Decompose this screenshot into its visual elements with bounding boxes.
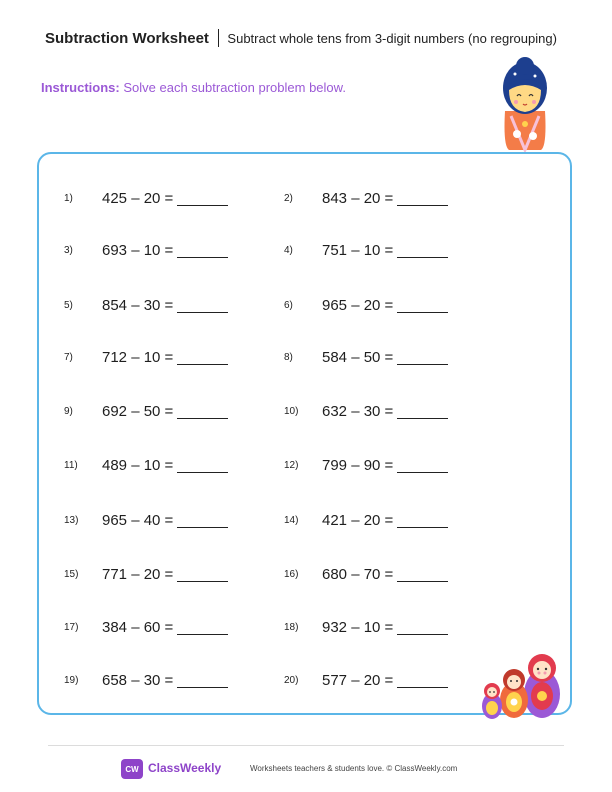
problem-expression: 693 – 10 =: [102, 241, 174, 259]
answer-blank[interactable]: [177, 620, 228, 635]
problem-number: 6): [284, 299, 293, 311]
problem-expression: 843 – 20 =: [322, 189, 394, 207]
problem-number: 5): [64, 299, 73, 311]
problem-number: 8): [284, 351, 293, 363]
problem-expression: 799 – 90 =: [322, 456, 394, 474]
answer-blank[interactable]: [397, 458, 448, 473]
problem-expression: 658 – 30 =: [102, 671, 174, 689]
problem-expression: 965 – 40 =: [102, 511, 174, 529]
problem-number: 12): [284, 459, 299, 471]
matryoshka-dolls-icon: [476, 648, 566, 720]
instructions-label: Instructions:: [41, 80, 120, 95]
problem-16: [284, 564, 448, 584]
answer-blank[interactable]: [397, 513, 448, 528]
problem-expression: 854 – 30 =: [102, 296, 174, 314]
problem-number: 15): [64, 568, 79, 580]
problem-5: [64, 295, 228, 315]
worksheet-header: [45, 28, 557, 48]
footer-divider: [48, 745, 564, 746]
problem-expression: 965 – 20 =: [322, 296, 394, 314]
answer-blank[interactable]: [397, 191, 448, 206]
answer-blank[interactable]: [397, 350, 448, 365]
answer-blank[interactable]: [397, 298, 448, 313]
problem-expression: 932 – 10 =: [322, 618, 394, 636]
problem-expression: 425 – 20 =: [102, 189, 174, 207]
problem-10: [284, 401, 448, 421]
problem-number: 1): [64, 192, 73, 204]
problem-number: 14): [284, 514, 299, 526]
problem-3: [64, 240, 228, 260]
worksheet-title: Subtraction Worksheet: [45, 29, 209, 47]
instructions: [41, 80, 346, 95]
problem-number: 11): [64, 459, 78, 471]
kokeshi-doll-icon: [495, 56, 555, 152]
problem-15: [64, 564, 228, 584]
problem-4: [284, 240, 448, 260]
problem-number: 9): [64, 405, 73, 417]
answer-blank[interactable]: [177, 673, 228, 688]
problem-expression: 577 – 20 =: [322, 671, 394, 689]
footer: [0, 756, 612, 780]
problem-number: 3): [64, 244, 73, 256]
answer-blank[interactable]: [397, 620, 448, 635]
problem-number: 19): [64, 674, 79, 686]
problem-12: [284, 455, 448, 475]
problem-number: 16): [284, 568, 299, 580]
answer-blank[interactable]: [397, 243, 448, 258]
classweekly-logo-icon: CW: [121, 759, 143, 779]
problem-number: 2): [284, 192, 293, 204]
problem-expression: 584 – 50 =: [322, 348, 394, 366]
problem-number: 18): [284, 621, 299, 633]
problem-expression: 489 – 10 =: [102, 456, 174, 474]
problem-expression: 712 – 10 =: [102, 348, 174, 366]
answer-blank[interactable]: [177, 458, 228, 473]
answer-blank[interactable]: [177, 243, 228, 258]
answer-blank[interactable]: [397, 404, 448, 419]
answer-blank[interactable]: [177, 350, 228, 365]
worksheet-subtitle: Subtract whole tens from 3-digit numbers (no regrouping): [227, 30, 557, 46]
problem-number: 7): [64, 351, 73, 363]
answer-blank[interactable]: [177, 298, 228, 313]
problem-number: 4): [284, 244, 293, 256]
problem-7: [64, 347, 228, 367]
answer-blank[interactable]: [397, 567, 448, 582]
problem-20: [284, 670, 448, 690]
problem-19: [64, 670, 228, 690]
answer-blank[interactable]: [177, 404, 228, 419]
problems-panel: [37, 152, 572, 715]
problem-8: [284, 347, 448, 367]
brand-name: ClassWeekly: [148, 761, 222, 775]
problem-expression: 632 – 30 =: [322, 402, 394, 420]
answer-blank[interactable]: [177, 513, 228, 528]
answer-blank[interactable]: [397, 673, 448, 688]
problem-17: [64, 617, 228, 637]
problem-expression: 692 – 50 =: [102, 402, 174, 420]
problem-11: [64, 455, 228, 475]
problem-expression: 421 – 20 =: [322, 511, 394, 529]
problem-number: 20): [284, 674, 299, 686]
problem-expression: 751 – 10 =: [322, 241, 394, 259]
problem-13: [64, 510, 228, 530]
problem-14: [284, 510, 448, 530]
problem-1: [64, 188, 228, 208]
problem-expression: 680 – 70 =: [322, 565, 394, 583]
problem-number: 13): [64, 514, 79, 526]
problem-expression: 771 – 20 =: [102, 565, 174, 583]
problem-9: [64, 401, 228, 421]
footer-tagline: Worksheets teachers & students love. © ClassWeekly.com: [250, 764, 458, 773]
instructions-text: Solve each subtraction problem below.: [123, 80, 346, 95]
header-divider: [218, 29, 220, 47]
problem-6: [284, 295, 448, 315]
problem-2: [284, 188, 448, 208]
problem-expression: 384 – 60 =: [102, 618, 174, 636]
answer-blank[interactable]: [177, 191, 228, 206]
problem-18: [284, 617, 448, 637]
problem-number: 10): [284, 405, 299, 417]
problem-number: 17): [64, 621, 79, 633]
answer-blank[interactable]: [177, 567, 228, 582]
